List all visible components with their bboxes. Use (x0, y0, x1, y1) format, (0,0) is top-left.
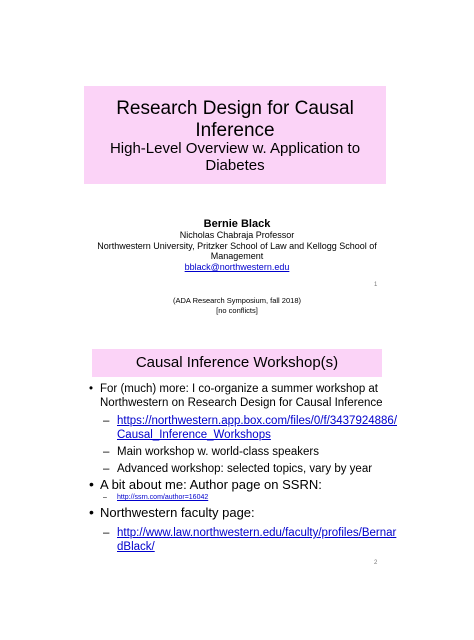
slide-2 (62, 340, 412, 580)
bullet-dot: • (89, 476, 94, 492)
main-workshop-text: Main workshop w. world-class speakers (117, 446, 319, 458)
sub-bullet-main-workshop (103, 445, 402, 459)
conflict-disclosure: [no conflicts] (216, 306, 258, 315)
workshop-link[interactable]: https://northwestern.app.box.com/files/0/f/3437924886/Causal_Inference_Workshops (117, 415, 398, 441)
dash-marker: – (103, 494, 107, 501)
dash-marker: – (103, 463, 110, 475)
dash-marker: – (103, 446, 110, 458)
slide-2-title: Causal Inference Workshop(s) (135, 354, 339, 371)
faculty-page-text: Northwestern faculty page: (100, 505, 255, 520)
sub-bullet-ssrn (103, 494, 209, 501)
slide-1-title-box (84, 86, 386, 184)
about-me-text: A bit about me: Author page on SSRN: (100, 477, 322, 492)
author-affiliation: Northwestern University, Pritzker School of Law and Kellogg School of Management (97, 241, 377, 261)
bullet-dot: • (89, 504, 94, 520)
sub-bullet-workshop-link (103, 414, 402, 442)
author-email-line (62, 262, 412, 272)
bullet-workshop-text: For (much) more: I co-organize a summer workshop at Northwestern on Research Design for Causal Inference (100, 383, 383, 409)
event-name: (ADA Research Symposium, fall 2018) (173, 296, 301, 305)
slide-2-title-box (92, 349, 382, 377)
author-email-link[interactable]: bblack@northwestern.edu (184, 262, 290, 272)
slide-1-subtitle: High-Level Overview w. Application to Diabetes (109, 140, 361, 174)
author-professorship: Nicholas Chabraja Professor (179, 230, 295, 240)
faculty-link[interactable]: http://www.law.northwestern.edu/faculty/profiles/BernardBlack/ (117, 527, 397, 553)
sub-bullet-advanced-workshop (103, 462, 402, 476)
page-number-1: 1 (374, 282, 378, 288)
bullet-faculty-page (89, 504, 400, 521)
slide-1 (62, 66, 412, 315)
bullet-dot: • (89, 383, 94, 395)
event-info (62, 296, 412, 316)
bullet-workshop (89, 382, 400, 410)
dash-marker: – (103, 415, 110, 427)
dash-marker: – (103, 527, 110, 539)
bullet-about-me (89, 476, 400, 493)
ssrn-link[interactable]: http://ssrn.com/author=16042 (117, 494, 209, 501)
slide-1-title: Research Design for Causal Inference (116, 98, 354, 141)
advanced-workshop-text: Advanced workshop: selected topics, vary by year (117, 463, 373, 475)
sub-bullet-faculty-link (103, 526, 402, 554)
page-number-2: 2 (374, 560, 378, 566)
author-name: Bernie Black (203, 218, 271, 230)
